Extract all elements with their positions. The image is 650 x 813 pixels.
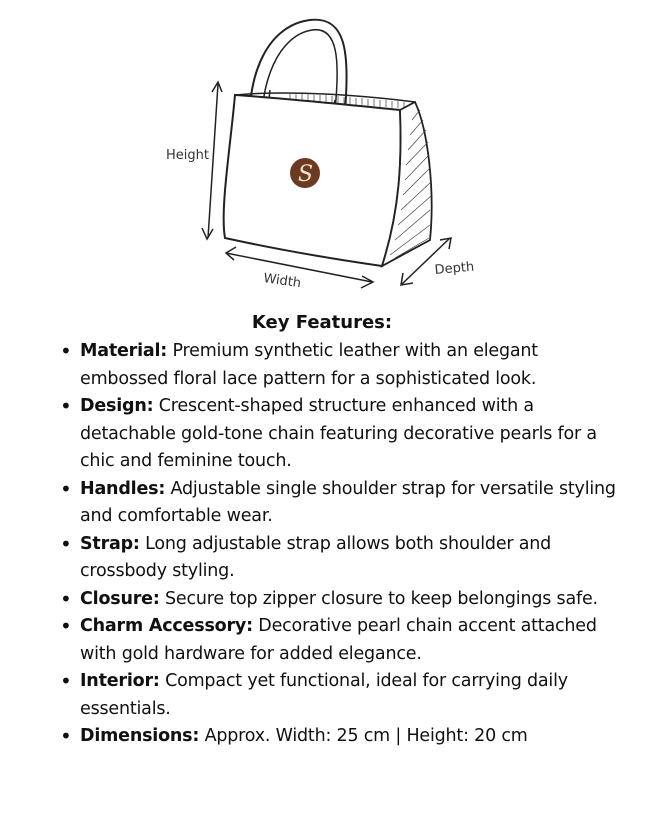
bag-sketch bbox=[150, 10, 490, 295]
feature-item-closure: • Closure: Secure top zipper closure to keep belongings safe. bbox=[80, 586, 620, 614]
brand-logo-letter: S bbox=[298, 162, 314, 187]
depth-label: Depth bbox=[434, 259, 475, 278]
key-features-section bbox=[0, 312, 650, 751]
bag-dimension-illustration bbox=[150, 10, 490, 295]
key-features-title: Key Features: bbox=[251, 312, 393, 333]
feature-item-strap: • Strap: Long adjustable strap allows both shoulder and crossbody styling. bbox=[80, 531, 620, 586]
width-label: Width bbox=[262, 271, 302, 292]
feature-item-material: • Material: Premium synthetic leather with an elegant embossed floral lace pattern for a sophisticated look. bbox=[80, 338, 620, 393]
feature-item-dimensions: • Dimensions: Approx. Width: 25 cm | Height: 20 cm bbox=[80, 723, 620, 751]
height-label: Height bbox=[166, 148, 209, 163]
feature-item-design: • Design: Crescent-shaped structure enhanced with a detachable gold-tone chain featuring decorative pearls for a chic and feminine touch. bbox=[80, 393, 620, 476]
feature-item-interior: • Interior: Compact yet functional, ideal for carrying daily essentials. bbox=[80, 668, 620, 723]
feature-item-charm-accessory: • Charm Accessory: Decorative pearl chain accent attached with gold hardware for added elegance. bbox=[80, 613, 620, 668]
height-arrow bbox=[208, 84, 218, 238]
feature-item-handles: • Handles: Adjustable single shoulder strap for versatile styling and comfortable wear. bbox=[80, 476, 620, 531]
feature-list bbox=[0, 338, 650, 751]
